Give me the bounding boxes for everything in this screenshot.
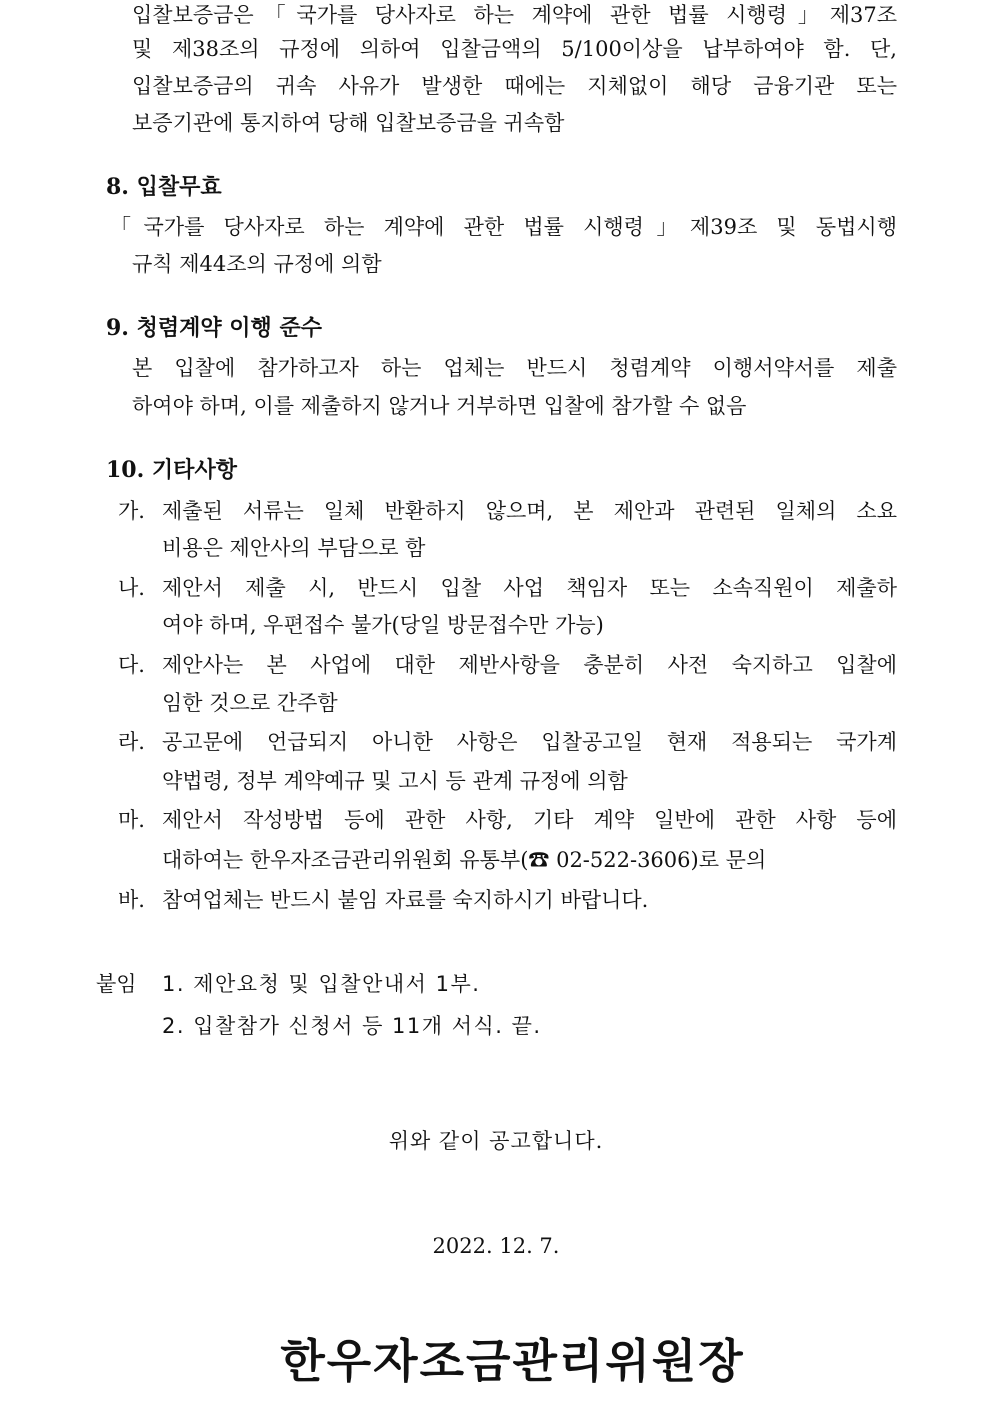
deposit-line-4: 보증기관에 통지하여 당해 입찰보증금을 귀속함 — [132, 111, 565, 135]
item-line: 제출된 서류는 일체 반환하지 않으며, 본 제안과 관련된 일체의 소요 — [162, 499, 897, 523]
deposit-line-3: 입찰보증금의 귀속 사유가 발생한 때에는 지체없이 해당 금융기관 또는 — [132, 74, 897, 98]
attachments-label: 붙임 — [96, 972, 137, 996]
announcement-date: 2022. 12. 7. — [432, 1234, 560, 1258]
item-line: 공고문에 언급되지 아니한 사항은 입찰공고일 현재 적용되는 국가계 — [162, 730, 897, 754]
deposit-line-1: 입찰보증금은「국가를 당사자로 하는 계약에 관한 법률 시행령」제37조 — [132, 3, 897, 27]
item-mark: 바. — [118, 888, 145, 912]
item-mark: 나. — [118, 576, 145, 600]
section-8-title: 8. 입찰무효 — [106, 174, 222, 200]
closing-statement: 위와 같이 공고합니다. — [388, 1129, 604, 1153]
section-8-line-1: 「국가를 당사자로 하는 계약에 관한 법률 시행령」제39조 및 동법시행 — [110, 215, 897, 239]
item-line: 임한 것으로 간주함 — [162, 691, 338, 715]
item-mark: 라. — [118, 730, 145, 754]
item-mark: 마. — [118, 808, 145, 832]
attachment-item-1: 1. 제안요청 및 입찰안내서 1부. — [162, 972, 481, 996]
item-line: 약법령, 정부 계약예규 및 고시 등 관계 규정에 의함 — [162, 769, 628, 793]
section-10-title: 10. 기타사항 — [106, 457, 237, 483]
signature-title: 한우자조금관리위원장 — [280, 1334, 745, 1388]
item-line: 대하여는 한우자조금관리위원회 유통부(☎ 02-522-3606)로 문의 — [162, 848, 767, 872]
section-9-line-2: 하여야 하며, 이를 제출하지 않거나 거부하면 입찰에 참가할 수 없음 — [132, 394, 747, 418]
section-9-title: 9. 청렴계약 이행 준수 — [106, 315, 322, 341]
section-9-line-1: 본 입찰에 참가하고자 하는 업체는 반드시 청렴계약 이행서약서를 제출 — [132, 356, 897, 380]
item-line: 제안서 작성방법 등에 관한 사항, 기타 계약 일반에 관한 사항 등에 — [162, 808, 897, 832]
section-8-line-2: 규칙 제44조의 규정에 의함 — [132, 252, 382, 276]
item-line: 제안사는 본 사업에 대한 제반사항을 충분히 사전 숙지하고 입찰에 — [162, 653, 897, 677]
item-line: 여야 하며, 우편접수 불가(당일 방문접수만 가능) — [162, 613, 604, 637]
item-line: 제안서 제출 시, 반드시 입찰 사업 책임자 또는 소속직원이 제출하 — [162, 576, 897, 600]
item-mark: 가. — [118, 499, 145, 523]
item-line: 참여업체는 반드시 붙임 자료를 숙지하시기 바랍니다. — [162, 888, 649, 912]
item-line: 비용은 제안사의 부담으로 함 — [162, 536, 426, 560]
deposit-line-2: 및 제38조의 규정에 의하여 입찰금액의 5/100이상을 납부하여야 함. 단, — [132, 37, 897, 61]
item-mark: 다. — [118, 653, 145, 677]
attachment-item-2: 2. 입찰참가 신청서 등 11개 서식. 끝. — [162, 1014, 542, 1038]
